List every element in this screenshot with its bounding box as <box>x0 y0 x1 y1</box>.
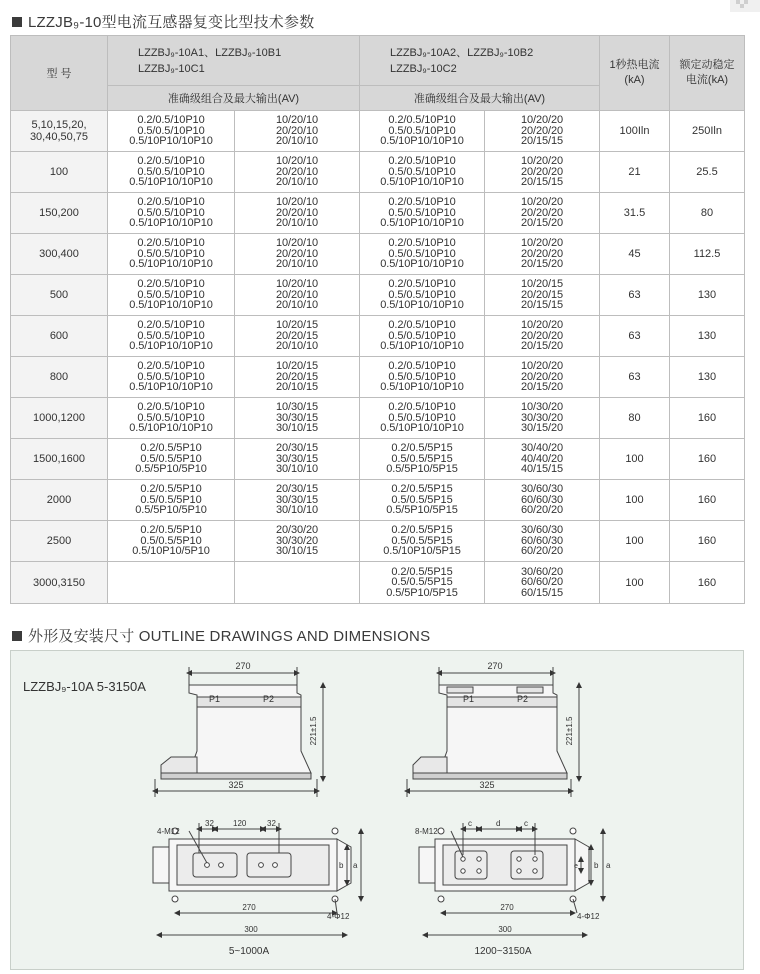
left-plan-w300: 300 <box>244 925 258 934</box>
row-group2-accuracy: 0.2/0.5/5P15 0.5/0.5/5P15 0.5/5P10/5P15 <box>360 439 485 480</box>
row-dynamic-current: 112.5 <box>670 234 745 275</box>
row-model: 500 <box>11 275 108 316</box>
square-bullet-icon <box>12 17 22 27</box>
table-row <box>11 521 745 562</box>
row-group2-output: 30/60/30 60/60/30 60/20/20 <box>485 521 600 562</box>
row-group2-accuracy: 0.2/0.5/5P15 0.5/0.5/5P15 0.5/5P10/5P15 <box>360 480 485 521</box>
row-model: 5,10,15,20, 30,40,50,75 <box>11 111 108 152</box>
square-bullet-icon <box>12 631 22 641</box>
corner-decoration <box>730 0 760 12</box>
row-group1-accuracy: 0.2/0.5/10P10 0.5/0.5/10P10 0.5/10P10/10P10 <box>108 275 235 316</box>
row-group2-accuracy: 0.2/0.5/10P10 0.5/0.5/10P10 0.5/10P10/10P10 <box>360 275 485 316</box>
row-thermal-current: 21 <box>600 152 670 193</box>
row-group1-output <box>235 562 360 604</box>
row-group2-accuracy: 0.2/0.5/10P10 0.5/0.5/10P10 0.5/10P10/10P10 <box>360 152 485 193</box>
header-sub1: 准确级组合及最大输出(AV) <box>108 86 360 111</box>
row-thermal-current: 63 <box>600 316 670 357</box>
row-thermal-current: 63 <box>600 357 670 398</box>
row-group1-output: 10/20/15 20/20/15 20/10/10 <box>235 316 360 357</box>
header-model: 型 号 <box>11 36 108 111</box>
right-elevation-view <box>407 667 579 797</box>
table-row <box>11 439 745 480</box>
row-group1-output: 10/20/10 20/20/10 20/10/10 <box>235 193 360 234</box>
table-row <box>11 193 745 234</box>
row-group1-accuracy: 0.2/0.5/10P10 0.5/0.5/10P10 0.5/10P10/10P10 <box>108 398 235 439</box>
header-group2-line2: LZZBJ₉-10C2 <box>390 62 457 75</box>
row-group1-accuracy: 0.2/0.5/10P10 0.5/0.5/10P10 0.5/10P10/10P10 <box>108 316 235 357</box>
row-group2-output: 10/20/20 20/20/20 20/15/20 <box>485 234 600 275</box>
row-thermal-current: 45 <box>600 234 670 275</box>
right-plan-b: b <box>594 861 599 870</box>
left-plan-mount: 4-Φ12 <box>327 912 350 921</box>
right-plan-e: e <box>574 863 578 870</box>
spec-table <box>10 35 745 604</box>
drawing-model-label: LZZBJ₉-10A 5-3150A <box>23 679 146 694</box>
row-model: 3000,3150 <box>11 562 108 604</box>
row-group1-output: 10/30/15 30/30/15 30/10/15 <box>235 398 360 439</box>
row-group1-output: 10/20/10 20/20/10 20/10/10 <box>235 234 360 275</box>
right-plan-c2: c <box>524 819 528 828</box>
right-dim-325: 325 <box>479 780 495 790</box>
row-group2-accuracy: 0.2/0.5/5P15 0.5/0.5/5P15 0.5/10P10/5P15 <box>360 521 485 562</box>
right-p1: P1 <box>463 694 475 704</box>
row-group2-accuracy: 0.2/0.5/10P10 0.5/0.5/10P10 0.5/10P10/10P10 <box>360 111 485 152</box>
left-plan-b: b <box>339 861 344 870</box>
table-row <box>11 275 745 316</box>
right-plan-caption: 1200~3150A <box>474 946 532 957</box>
right-plan-view <box>419 823 603 935</box>
row-group1-accuracy: 0.2/0.5/10P10 0.5/0.5/10P10 0.5/10P10/10P10 <box>108 193 235 234</box>
row-group2-accuracy: 0.2/0.5/10P10 0.5/0.5/10P10 0.5/10P10/10P10 <box>360 398 485 439</box>
header-group2 <box>360 36 600 86</box>
row-dynamic-current: 130 <box>670 275 745 316</box>
left-plan-w270: 270 <box>242 903 256 912</box>
row-model: 600 <box>11 316 108 357</box>
left-p2: P2 <box>263 694 275 704</box>
right-plan-c1: c <box>468 819 472 828</box>
row-group2-output: 30/40/20 40/40/20 40/15/15 <box>485 439 600 480</box>
row-group1-accuracy: 0.2/0.5/10P10 0.5/0.5/10P10 0.5/10P10/10P10 <box>108 234 235 275</box>
row-dynamic-current: 80 <box>670 193 745 234</box>
row-thermal-current: 63 <box>600 275 670 316</box>
row-group2-accuracy: 0.2/0.5/5P15 0.5/0.5/5P15 0.5/5P10/5P15 <box>360 562 485 604</box>
left-plan-a: a <box>353 861 358 870</box>
drawings-section-title <box>12 625 430 646</box>
header-thermal: 1秒热电流 (kA) <box>600 36 670 111</box>
row-group2-output: 10/20/20 20/20/20 20/15/15 <box>485 152 600 193</box>
row-group2-output: 10/20/15 20/20/15 20/15/15 <box>485 275 600 316</box>
header-row-1 <box>11 36 745 86</box>
row-group1-output: 20/30/15 30/30/15 30/10/10 <box>235 480 360 521</box>
row-group2-output: 10/20/20 20/20/20 20/15/20 <box>485 357 600 398</box>
header-group1-line2: LZZBJ₉-10C1 <box>138 62 205 75</box>
table-row <box>11 316 745 357</box>
row-model: 2000 <box>11 480 108 521</box>
table-row <box>11 480 745 521</box>
row-dynamic-current: 160 <box>670 398 745 439</box>
row-group1-output: 10/20/10 20/20/10 20/10/10 <box>235 152 360 193</box>
row-model: 2500 <box>11 521 108 562</box>
row-dynamic-current: 25.5 <box>670 152 745 193</box>
row-group2-accuracy: 0.2/0.5/10P10 0.5/0.5/10P10 0.5/10P10/10P10 <box>360 193 485 234</box>
left-p1: P1 <box>209 694 221 704</box>
header-dynamic: 额定动稳定 电流(kA) <box>670 36 745 111</box>
row-group2-accuracy: 0.2/0.5/10P10 0.5/0.5/10P10 0.5/10P10/10P10 <box>360 357 485 398</box>
row-group2-output: 30/60/20 60/60/20 60/15/15 <box>485 562 600 604</box>
header-group1 <box>108 36 360 86</box>
row-group1-accuracy: 0.2/0.5/5P10 0.5/0.5/5P10 0.5/5P10/5P10 <box>108 439 235 480</box>
right-plan-w270: 270 <box>500 903 514 912</box>
left-dim-height: 221±1.5 <box>309 716 318 746</box>
left-elevation-view <box>155 667 323 797</box>
header-group1-line1: LZZBJ₉-10A1、LZZBJ₉-10B1 <box>138 46 282 59</box>
table-row <box>11 357 745 398</box>
left-plan-caption: 5~1000A <box>228 946 270 957</box>
left-plan-d32b: 32 <box>267 819 276 828</box>
row-model: 800 <box>11 357 108 398</box>
left-plan-d32a: 32 <box>205 819 214 828</box>
row-group1-output: 10/20/10 20/20/10 20/10/10 <box>235 275 360 316</box>
table-row <box>11 152 745 193</box>
right-plan-d: d <box>496 819 501 828</box>
row-thermal-current: 100 <box>600 439 670 480</box>
row-group1-accuracy: 0.2/0.5/10P10 0.5/0.5/10P10 0.5/10P10/10P10 <box>108 111 235 152</box>
row-model: 1000,1200 <box>11 398 108 439</box>
right-plan-w300: 300 <box>498 925 512 934</box>
row-group1-output: 10/20/10 20/20/10 20/10/10 <box>235 111 360 152</box>
outline-drawings-panel <box>10 650 744 970</box>
row-thermal-current: 100 <box>600 521 670 562</box>
table-title: LZZJB₉-10型电流互感器复变比型技术参数 <box>28 14 315 31</box>
drawings-title: 外形及安装尺寸 OUTLINE DRAWINGS AND DIMENSIONS <box>28 628 431 645</box>
row-dynamic-current: 130 <box>670 357 745 398</box>
right-dim-270: 270 <box>487 661 503 671</box>
left-plan-d120: 120 <box>233 819 247 828</box>
row-thermal-current: 31.5 <box>600 193 670 234</box>
row-group1-output: 20/30/15 30/30/15 30/10/10 <box>235 439 360 480</box>
outline-drawings <box>11 651 745 971</box>
row-group1-accuracy: 0.2/0.5/5P10 0.5/0.5/5P10 0.5/10P10/5P10 <box>108 521 235 562</box>
row-dynamic-current: 160 <box>670 480 745 521</box>
row-dynamic-current: 130 <box>670 316 745 357</box>
row-group1-output: 20/30/20 30/30/20 30/10/15 <box>235 521 360 562</box>
spec-table-body <box>11 111 745 604</box>
right-plan-mount: 4-Φ12 <box>577 912 600 921</box>
table-row <box>11 234 745 275</box>
row-group1-accuracy: 0.2/0.5/5P10 0.5/0.5/5P10 0.5/5P10/5P10 <box>108 480 235 521</box>
row-thermal-current: 100 <box>600 562 670 604</box>
right-p2: P2 <box>517 694 529 704</box>
row-group1-accuracy: 0.2/0.5/10P10 0.5/0.5/10P10 0.5/10P10/10P10 <box>108 357 235 398</box>
row-model: 300,400 <box>11 234 108 275</box>
row-group2-accuracy: 0.2/0.5/10P10 0.5/0.5/10P10 0.5/10P10/10P10 <box>360 316 485 357</box>
left-dim-325: 325 <box>228 780 244 790</box>
row-model: 1500,1600 <box>11 439 108 480</box>
row-group2-output: 30/60/30 60/60/30 60/20/20 <box>485 480 600 521</box>
row-model: 150,200 <box>11 193 108 234</box>
table-section-title <box>12 11 314 32</box>
row-dynamic-current: 160 <box>670 439 745 480</box>
table-row <box>11 111 745 152</box>
table-row <box>11 398 745 439</box>
row-group2-output: 10/30/20 30/30/20 30/15/20 <box>485 398 600 439</box>
row-group2-output: 10/20/20 20/20/20 20/15/20 <box>485 193 600 234</box>
row-model: 100 <box>11 152 108 193</box>
row-group1-accuracy: 0.2/0.5/10P10 0.5/0.5/10P10 0.5/10P10/10P10 <box>108 152 235 193</box>
right-plan-holes: 8-M12 <box>415 827 438 836</box>
header-sub2: 准确级组合及最大输出(AV) <box>360 86 600 111</box>
row-group2-output: 10/20/20 20/20/20 20/15/15 <box>485 111 600 152</box>
row-group2-output: 10/20/20 20/20/20 20/15/20 <box>485 316 600 357</box>
left-plan-holes: 4-M12 <box>157 827 180 836</box>
row-dynamic-current: 160 <box>670 562 745 604</box>
right-dim-height: 221±1.5 <box>565 716 574 746</box>
header-group2-line1: LZZBJ₉-10A2、LZZBJ₉-10B2 <box>390 46 534 59</box>
row-group1-accuracy <box>108 562 235 604</box>
right-plan-a: a <box>606 861 611 870</box>
left-dim-270: 270 <box>235 661 251 671</box>
row-thermal-current: 100Iln <box>600 111 670 152</box>
row-group2-accuracy: 0.2/0.5/10P10 0.5/0.5/10P10 0.5/10P10/10P10 <box>360 234 485 275</box>
row-thermal-current: 100 <box>600 480 670 521</box>
table-row <box>11 562 745 604</box>
row-dynamic-current: 250Iln <box>670 111 745 152</box>
row-dynamic-current: 160 <box>670 521 745 562</box>
row-group1-output: 10/20/15 20/20/15 20/10/15 <box>235 357 360 398</box>
row-thermal-current: 80 <box>600 398 670 439</box>
